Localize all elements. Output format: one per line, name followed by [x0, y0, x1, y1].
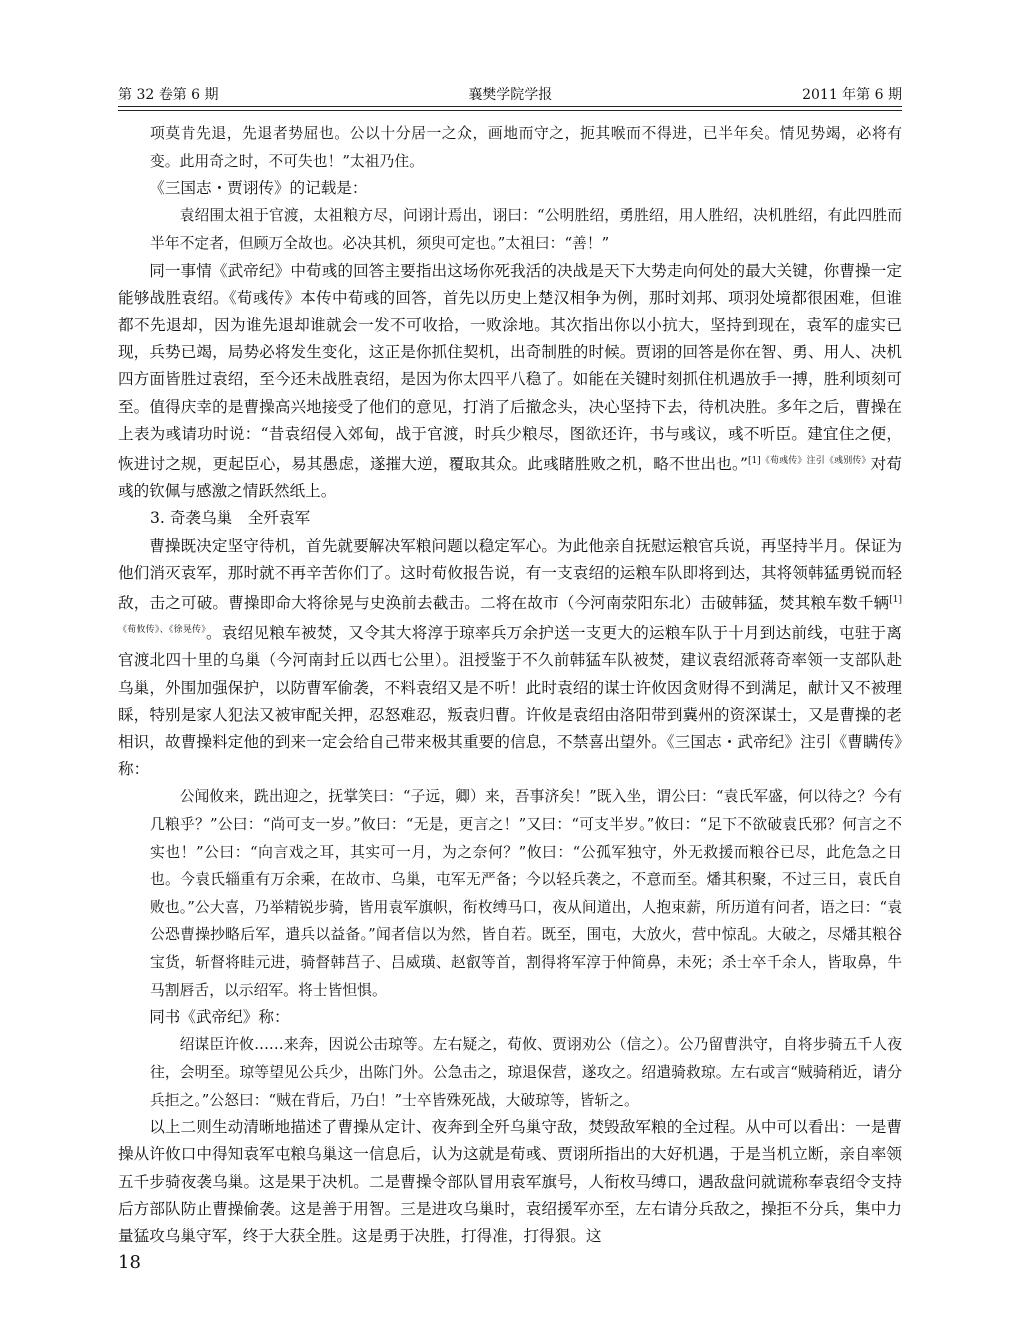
quote-caoman: 公闻攸来，跣出迎之，抚掌笑曰：“子远，卿）来，吾事济矣！”既入坐，谓公曰：“袁氏军盛，何以待之？今有几粮乎？”公曰：“尚可支一岁。”攸曰：“无是，更言之！”又曰：“可支半岁。”攸曰：“足下不欲破袁氏邪？何言之不实也！”公曰：“向言戏之耳，其实可一月，为之奈何？”攸曰：“公孤军独守，外无救援而粮谷已尽，此危急之日也。今袁氏辎重有万余乘，在故市、乌巢，屯军无严备；今以轻兵袭之，不意而至。燔其积聚，不过三日，袁氏自败也。”公大喜，乃举精锐步骑，皆用袁军旗帜，衔枚缚马口，夜从间道出，人抱束薪，所历道有问者，语之曰：“袁公恐曹操抄略后军，遣兵以益备。”闻者信以为然，皆自若。既至，围屯，大放火，营中惊乱。大破之，尽燔其粮谷宝货，斩督将眭元进，骑督韩莒子、吕威璜、赵叡等首，割得将军淳于仲简鼻，未死；杀士卒千余人，皆取鼻，牛马割唇舌，以示绍军。将士皆怛惧。 — [150, 788, 902, 999]
quote-wudiji: 绍谋臣许攸……来奔，因说公击琼等。左右疑之，荀攸、贾诩劝公（信之）。公乃留曹洪守，自将步骑五千人夜往，会明至。琼等望见公兵少，出陈门外。公急击之，琼退保营，遂攻之。绍遣骑救琼。左右或言“贼骑稍近，请分兵拒之。”公怒曰：“贼在背后，乃白！”士卒皆殊死战，大破琼等，皆斩之。 — [150, 1036, 902, 1109]
header-rule — [118, 106, 902, 107]
page-number: 18 — [118, 1252, 141, 1273]
header-journal-title: 襄樊学院学报 — [468, 87, 553, 103]
paragraph-supply-text: 曹操既决定坚守待机，首先就要解决军粮问题以稳定军心。为此他亲自抚慰运粮官兵说，再坚持半月。保证为他们消灭袁军，那时就不再辛苦你们了。这时荀攸报告说，有一支袁绍的运粮车队即将到达，其将领韩猛勇锐而轻敌，击之可破。曹操即命大将徐晃与史涣前去截击。二将在故市（今河南荥阳东北）击破韩猛，焚其粮车数千辆 — [118, 536, 902, 613]
quote-continued: 项莫肯先退，先退者势屈也。公以十分居一之众，画地而守之，扼其喉而不得进，已半年矣。情见势竭，必将有变。此用奇之时，不可失也！”太祖乃住。 — [150, 125, 902, 170]
header-volume: 第 32 卷第 6 期 — [118, 87, 219, 103]
paragraph-conclusion: 以上二则生动清晰地描述了曹操从定计、夜奔到全歼乌巢守敌，焚毁敌军粮的全过程。从中可以看出：一是曹操从许攸口中得知袁军屯粮乌巢这一信息后，认为这就是荀彧、贾诩所指出的大好机遇，于是当机立断，亲自率领五千步骑夜袭乌巢。这是果于决机。二是曹操令部队冒用袁军旗号，人衔枚马缚口，遇敌盘问就谎称奉袁绍令支持后方部队防止曹操偷袭。这是善于用智。三是进攻乌巢时，袁绍援军亦至，左右请分兵敌之，操拒不分兵，集中力量猛攻乌巢守军，终于大获全胜。这是勇于决胜，打得准，打得狠。这 — [118, 1118, 902, 1245]
citation-note: [1]《荀攸传》、《徐晃传》 — [118, 595, 902, 636]
paragraph-analysis — [118, 258, 902, 506]
paragraph-intro-wudiji: 同书《武帝纪》称： — [149, 1008, 290, 1027]
header-rule-thin — [118, 110, 902, 111]
article-body — [118, 120, 902, 1250]
citation-note: [1]《荀彧传》注引《彧别传》 — [747, 456, 871, 466]
header-issue: 2011 年第 6 期 — [802, 87, 902, 103]
quote-jiaxu: 袁绍围太祖于官渡，太祖粮方尽，问诩计焉出，诩曰：“公明胜绍，勇胜绍，用人胜绍，决机胜绍，有此四胜而半年不定者，但顾万全故也。必决其机，须臾可定也。”太祖曰：“善！” — [150, 207, 902, 252]
section-heading: 3. 奇袭乌巢 全歼袁军 — [150, 509, 311, 528]
paragraph-supply-tail: 。袁绍见粮车被焚，又令其大将淳于琼率兵万余护送一支更大的运粮车队于十月到达前线，屯驻于离官渡北四十里的乌巢（今河南封丘以西七公里）。沮授鉴于不久前韩猛车队被焚，建议袁绍派蒋奇率领一支部队赴乌巢，外围加强保护，以防曹军偷袭，不料袁绍又是不听！此时袁绍的谋士许攸因贪财得不到满足，献计又不被理睬，特别是家人犯法又被审配关押，忍怒难忍，叛袁归曹。许攸是袁绍由洛阳带到冀州的资深谋士，又是曹操的老相识，故曹操料定他的到来一定会给自己带来极其重要的信息，不禁喜出望外。《三国志・武帝纪》注引《曹瞒传》称： — [118, 624, 902, 779]
paragraph-intro-jiaxu: 《三国志・贾诩传》的记载是： — [149, 179, 368, 198]
paragraph-analysis-text: 同一事情《武帝纪》中荀彧的回答主要指出这场你死我活的决战是天下大势走向何处的最大关键，你曹操一定能够战胜袁绍。《荀彧传》本传中荀彧的回答，首先以历史上楚汉相争为例，那时刘邦、项羽处境都很困难，但谁都不先退却，因为谁先退却谁就会一发不可收拾，一败涂地。其次指出你以小抗大，坚持到现在，袁军的虚实已现，兵势已竭，局势必将发生变化，这正是你抓住契机，出奇制胜的时候。贾诩的回答是你在智、勇、用人、决机四方面皆胜过袁绍，至今还未战胜袁绍，是因为你太四平八稳了。如能在关键时刻抓住机遇放手一搏，胜利顷刻可至。值得庆幸的是曹操高兴地接受了他们的意见，打消了后撤念头，决心坚持下去，待机决胜。多年之后，曹操在上表为彧请功时说：“昔袁绍侵入郊甸，战于官渡，时兵少粮尽，图欲还许，书与彧议，彧不听臣。建宜住之便，恢进讨之规，更起臣心，易其愚虑，遂摧大逆，覆取其众。此彧睹胜败之机，略不世出也。” — [118, 261, 902, 473]
running-header — [118, 78, 902, 104]
paragraph-supply — [118, 533, 902, 784]
paragraph-analysis-tail: 对荀彧的钦佩与感激之情跃然纸上。 — [118, 455, 902, 501]
